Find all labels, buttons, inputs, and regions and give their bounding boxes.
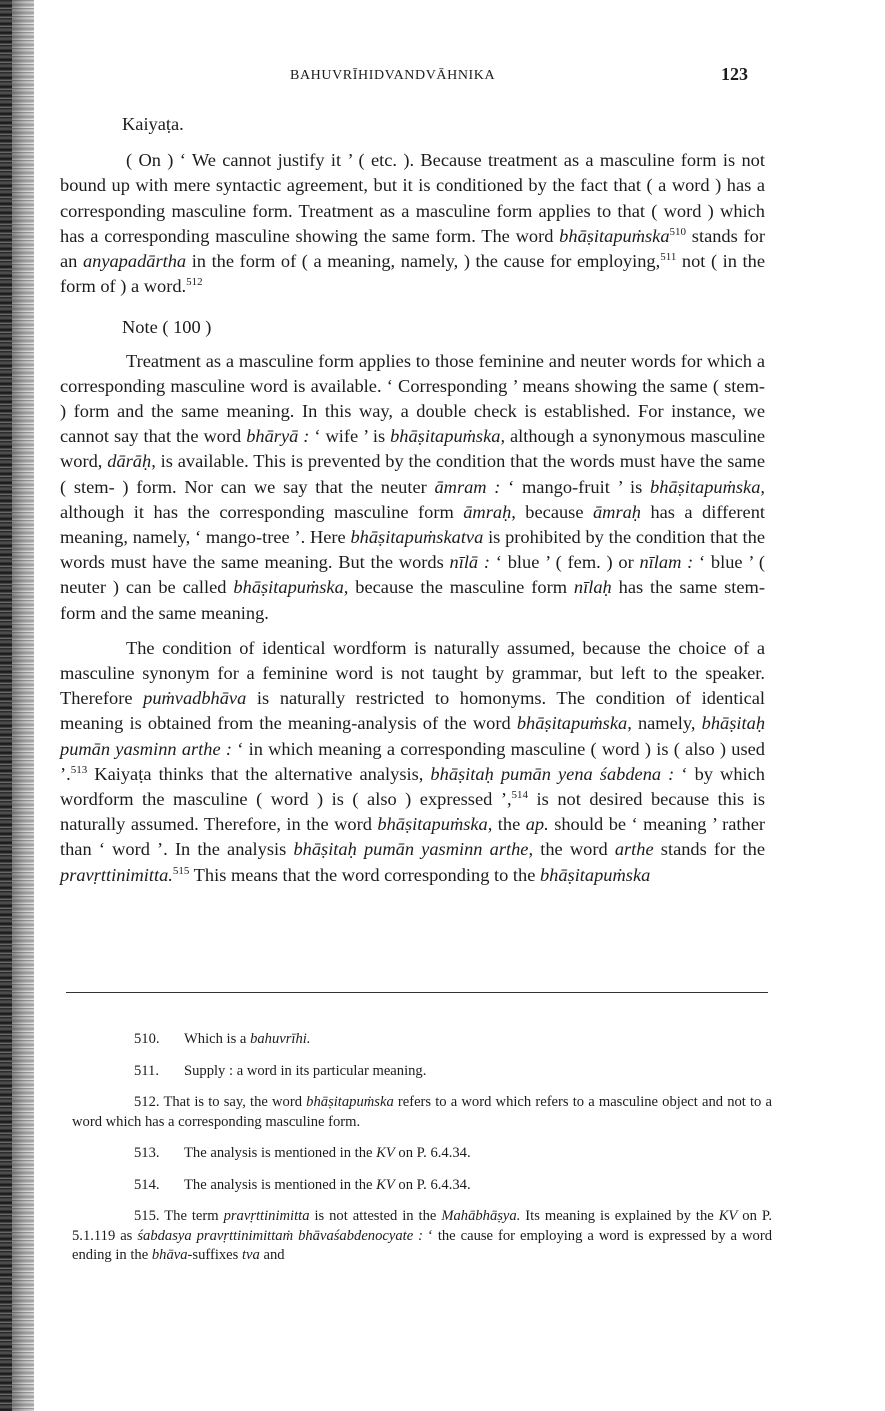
footnote-number: 515.	[134, 1208, 165, 1224]
footnote-number: 511.	[134, 1062, 159, 1079]
text-run: This means that the word corresponding to the	[189, 864, 540, 885]
page-number: 123	[721, 64, 748, 84]
text-run: The analysis is mentioned in the	[184, 1176, 377, 1193]
text-run: not ( in the form of ) a word.	[60, 251, 765, 297]
text-run: namely,	[631, 713, 702, 734]
italic-term: bahuvrīhi.	[250, 1031, 311, 1047]
italic-term: pravṛttinimitta.	[60, 864, 173, 885]
text-run: The analysis is mentioned in the	[184, 1145, 377, 1161]
italic-term: āmram :	[434, 476, 501, 497]
footnote	[72, 1176, 772, 1196]
text-run: and	[259, 1247, 285, 1263]
footnote-ref: 511	[660, 251, 677, 264]
italic-term: anyapadārtha	[82, 251, 187, 272]
text-run: ( On ) ‘ We cannot justify it ’ ( etc. ). Because treatment as a masculine form is not bound up with mere syntactic agreement, but it is conditioned by the fact that ( a word ) has a corresponding masculine form. Treatment as a masculine form applies to that ( word ) which has a corresponding masculine showing the same form. The word	[60, 150, 765, 246]
italic-term: ap.	[525, 814, 549, 835]
text-run: The condition of identical wordform is naturally assumed, because the choice of a masculine synonym for a feminine word is not taught by grammar, but left to the speaker. Therefore	[60, 637, 765, 709]
running-head	[60, 64, 760, 90]
text-run: ‘ wife ’ is	[309, 426, 391, 447]
italic-term: bhāṣitapuṁska,	[233, 577, 349, 598]
italic-term: śabdasya pravṛttinimittaṁ bhāvaśabdenocyate :	[137, 1227, 424, 1244]
text-run: is naturally restricted to homonyms. The condition of identical meaning is obtained from the meaning-analysis of the word	[60, 688, 765, 734]
italic-term: bhāṣitapuṁska,	[377, 814, 493, 835]
text-run: is not attested in the	[309, 1208, 442, 1224]
italic-term: bhāva	[151, 1247, 188, 1263]
paragraph-1	[60, 148, 765, 299]
footnote-number: 510.	[134, 1031, 160, 1047]
text-run: should be ‘ meaning ’ rather than ‘ word ’. In the analysis	[60, 814, 765, 860]
italic-term: tva	[241, 1247, 260, 1263]
text-run: That is to say, the word	[163, 1094, 307, 1110]
text-run: stands for the	[653, 839, 766, 860]
text-run: is available. This is prevented by the condition that the words must have the same ( stem- ) form. Nor can we say that the neuter	[60, 451, 765, 497]
italic-term: Mahābhāṣya.	[441, 1208, 521, 1224]
text-run: on P. 5.1.119 as	[72, 1208, 772, 1244]
italic-term: KV	[718, 1208, 738, 1224]
italic-term: bhāṣitapuṁska,	[650, 476, 765, 497]
italic-term: KV	[376, 1145, 395, 1161]
footnote-number: 512.	[134, 1094, 164, 1110]
italic-term: nīlaḥ	[573, 577, 612, 598]
italic-term: bhāṣitapuṁska	[539, 864, 651, 885]
footnote	[72, 1030, 772, 1050]
italic-term: bhāryā :	[246, 426, 310, 447]
text-run: refers to a word which refers to a masculine object and not to a word which has a corresponding masculine form.	[72, 1094, 772, 1130]
italic-term: KV	[376, 1176, 395, 1193]
italic-term: bhāṣitaḥ pumān yasminn arthe :	[60, 713, 766, 759]
italic-term: bhāṣitapuṁska,	[390, 426, 506, 447]
footnotes	[72, 1030, 772, 1278]
text-run: stands for an	[60, 225, 765, 272]
text-run: ‘ the cause for employing a word is expressed by a word ending in the	[72, 1227, 772, 1263]
note-title: Note ( 100 )	[122, 317, 212, 338]
italic-term: bhāṣitapuṁska	[306, 1094, 394, 1110]
text-run: has a different meaning, namely, ‘ mango-tree ’. Here	[60, 501, 766, 548]
italic-term: arthe	[614, 839, 654, 860]
italic-term: dārāḥ,	[107, 451, 156, 472]
scan-binding-shadow	[0, 0, 12, 1411]
footnote-number: 513.	[134, 1145, 160, 1161]
text-run: The term	[164, 1208, 224, 1224]
text-run: has the same stem-form and the same meaning.	[60, 577, 765, 623]
main-text	[60, 112, 765, 888]
section-heading: Kaiyaṭa.	[122, 114, 184, 134]
text-run: on P. 6.4.34.	[394, 1176, 471, 1193]
italic-term: nīlam :	[639, 552, 694, 573]
italic-term: bhāṣitapuṁskatva	[350, 527, 484, 548]
text-run: Supply : a word in its particular meaning.	[184, 1062, 427, 1079]
text-run: ‘ by which wordform the masculine ( word ) is ( also ) expressed ’,	[60, 763, 765, 810]
text-run: Kaiyaṭa thinks that the alternative analysis,	[87, 763, 431, 784]
italic-term: nīlā :	[449, 552, 491, 573]
text-run: in the form of ( a meaning, namely, ) the cause for employing,	[186, 251, 661, 272]
paragraph-3	[60, 636, 765, 888]
text-run: ‘ mango-fruit ’ is	[500, 476, 651, 497]
text-run: is prohibited by the condition that the words must have the same meaning. But the words	[60, 527, 765, 573]
italic-term: bhāṣitaḥ pumān yasminn arthe,	[293, 839, 534, 860]
italic-term: āmraḥ,	[463, 501, 516, 522]
footnote-number: 514.	[134, 1176, 160, 1193]
italic-term: āmraḥ	[592, 501, 641, 522]
footnote-ref: 513	[70, 763, 88, 776]
text-run: on P. 6.4.34.	[394, 1145, 471, 1161]
paragraph-2	[60, 349, 765, 626]
italic-term: bhāṣitapuṁska	[559, 225, 670, 246]
text-run: because	[515, 501, 593, 522]
text-run: -suffixes	[187, 1247, 242, 1263]
footnote	[72, 1144, 772, 1164]
text-run: the word	[533, 839, 615, 860]
text-run: although a synonymous masculine word,	[60, 426, 765, 472]
footnote-ref: 510	[669, 225, 687, 238]
footnote	[72, 1207, 772, 1266]
footnote	[72, 1093, 772, 1132]
text-run: Which is a	[184, 1031, 251, 1047]
text-run: ‘ blue ’ ( neuter ) can be called	[60, 552, 766, 598]
footnote-rule	[66, 992, 768, 993]
italic-term: pravṛttinimitta	[223, 1208, 310, 1224]
text-run: Its meaning is explained by the	[520, 1208, 719, 1224]
text-run: Treatment as a masculine form applies to those feminine and neuter words for which a corresponding masculine word is available. ‘ Corresponding ’ means showing the same ( stem- ) form and the same meaning. In this way, a double check is established. For instance, we cannot say that the word	[60, 350, 765, 447]
footnote-ref: 514	[511, 789, 529, 802]
italic-term: bhāṣitapuṁska,	[516, 713, 632, 734]
text-run: ‘ blue ’ ( fem. ) or	[490, 552, 640, 573]
text-run: ‘ in which meaning a corresponding masculine ( word ) is ( also ) used ’.	[60, 738, 765, 784]
italic-term: puṁvadbhāva	[143, 688, 247, 709]
footnote-ref: 515	[172, 864, 190, 877]
italic-term: bhāṣitaḥ pumān yena śabdena :	[430, 763, 675, 784]
footnote-ref: 512	[186, 276, 203, 289]
text-run: because the masculine form	[348, 577, 574, 598]
running-head-title: BAHUVRĪHIDVANDVĀHNIKA	[290, 68, 496, 83]
text-run: although it has the corresponding masculine form	[60, 501, 464, 522]
text-run: the	[492, 814, 526, 835]
footnote	[72, 1062, 772, 1082]
text-run: is not desired because this is naturally assumed. Therefore, in the word	[60, 789, 765, 835]
